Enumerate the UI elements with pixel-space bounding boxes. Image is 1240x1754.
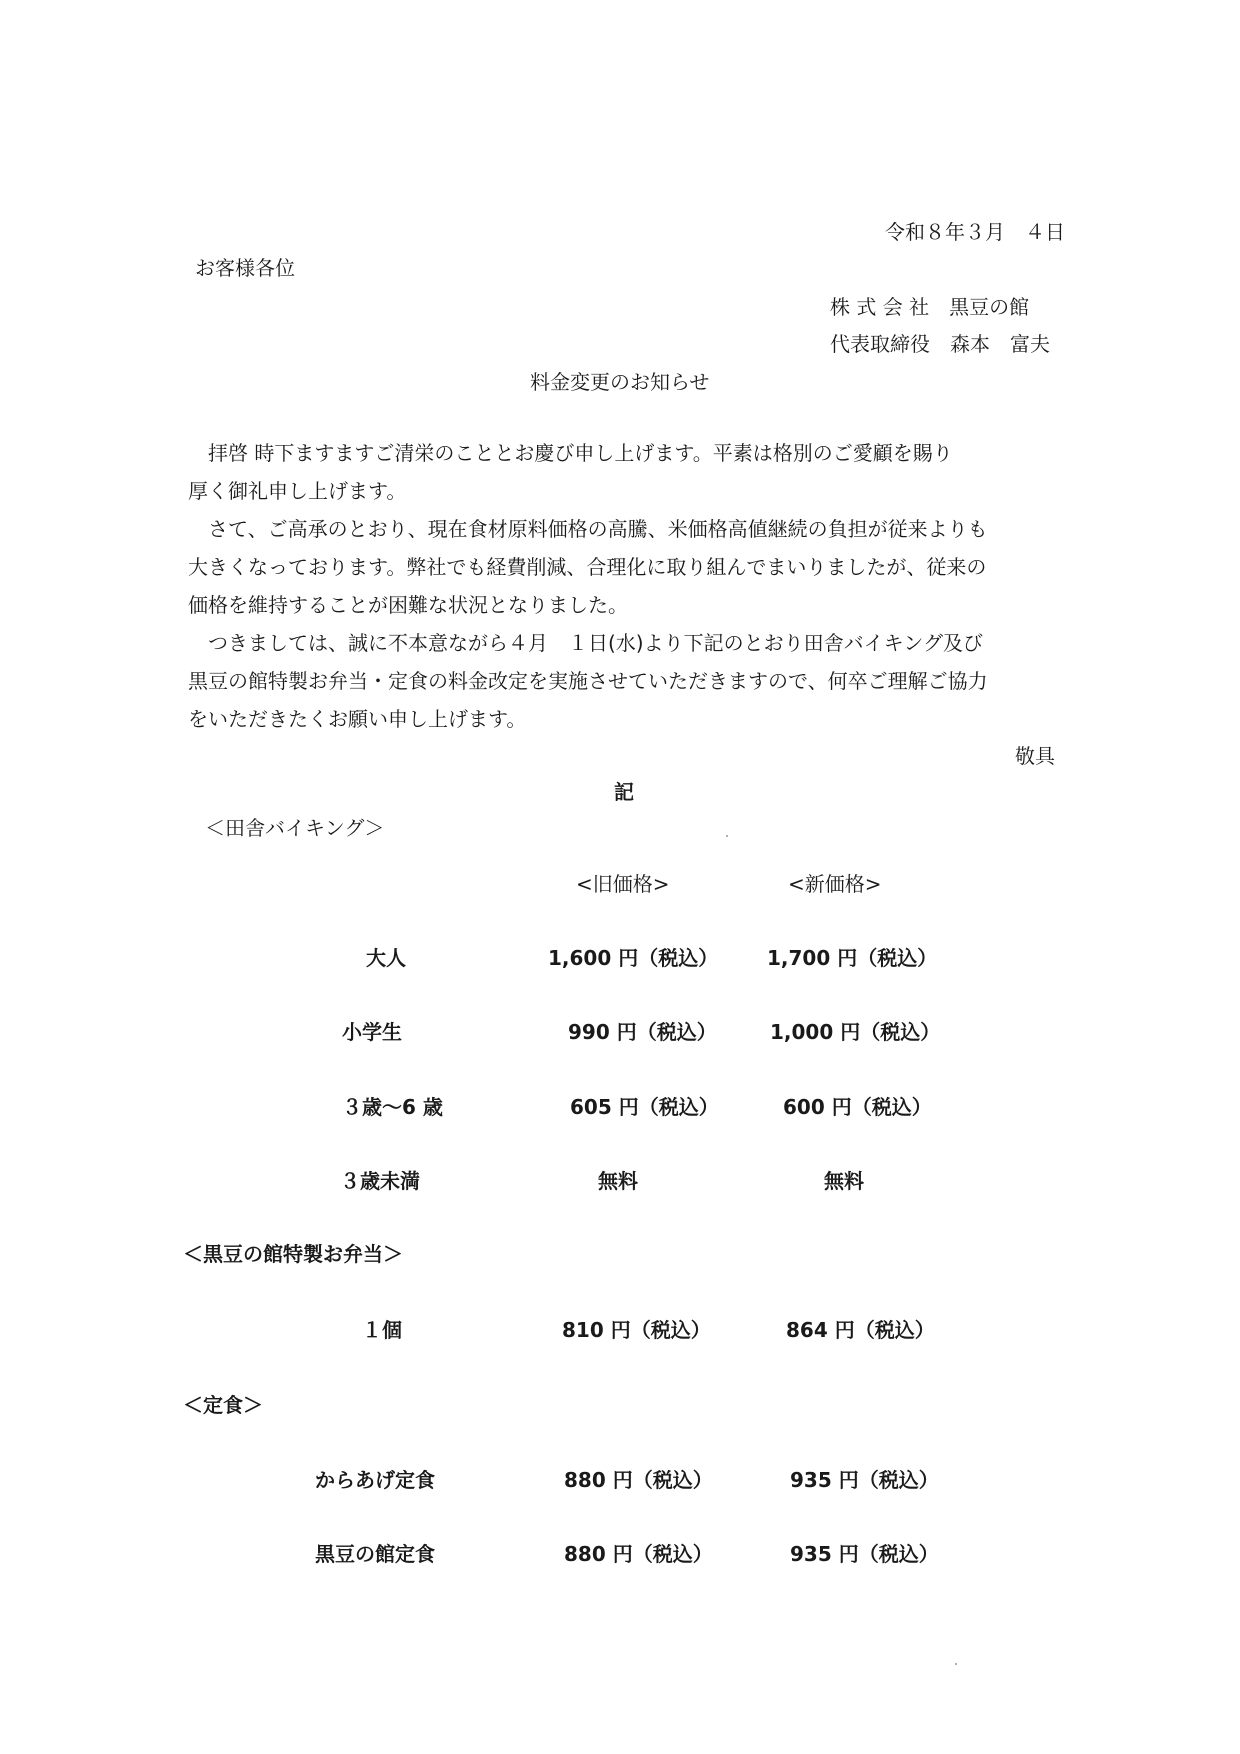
new-price: 1,000 円（税込） [770,1020,941,1044]
section-heading-bento: ＜黒豆の館特製お弁当＞ [183,1242,403,1266]
new-price: 600 円（税込） [783,1095,932,1119]
old-price: 1,600 円（税込） [548,946,719,970]
recipient: お客様各位 [195,256,295,280]
document-date: 令和８年３月 ４日 [885,220,1065,244]
closing-remark: 敬具 [1015,744,1055,768]
new-price: 無料 [824,1169,864,1193]
scan-speck [726,835,728,837]
body-line: つきましては、誠に不本意ながら４月 １日(水)より下記のとおり田舎バイキング及び [188,631,984,655]
old-price: 880 円（税込） [564,1542,713,1566]
body-line: 大きくなっております。弊社でも経費削減、合理化に取り組んでまいりましたが、従来の [188,555,987,579]
row-label: ３歳〜6 歳 [342,1095,443,1119]
old-price: 605 円（税込） [570,1095,719,1119]
record-heading: 記 [614,780,634,804]
column-header-old: <旧価格> [576,872,670,896]
section-heading-teishoku: ＜定食＞ [183,1393,263,1417]
new-price: 864 円（税込） [786,1318,935,1342]
column-header-new: <新価格> [788,872,882,896]
row-label: ３歳未満 [340,1169,420,1193]
body-line: 厚く御礼申し上げます。 [188,479,407,503]
letter-body [188,434,988,738]
body-line: 拝啓 時下ますますご清栄のこととお慶び申し上げます。平素は格別のご愛顧を賜り [188,441,953,465]
company-name: 株 式 会 社 黒豆の館 [830,295,1030,319]
new-price: 935 円（税込） [790,1468,939,1492]
old-price: 無料 [598,1169,638,1193]
body-line: をいただきたくお願い申し上げます。 [188,707,527,731]
old-price: 810 円（税込） [562,1318,711,1342]
row-label: １個 [362,1318,402,1342]
new-price: 1,700 円（税込） [767,946,938,970]
old-price: 880 円（税込） [564,1468,713,1492]
document-title: 料金変更のお知らせ [530,370,710,394]
row-label: からあげ定食 [315,1468,435,1492]
row-label: 大人 [366,946,406,970]
body-line: 黒豆の館特製お弁当・定食の料金改定を実施させていただきますので、何卒ご理解ご協力 [188,669,988,693]
body-line: さて、ご高承のとおり、現在食材原料価格の高騰、米価格高値継続の負担が従来よりも [188,517,988,541]
new-price: 935 円（税込） [790,1542,939,1566]
row-label: 小学生 [342,1020,402,1044]
old-price: 990 円（税込） [568,1020,717,1044]
scan-speck [955,1663,957,1665]
representative: 代表取締役 森本 富夫 [830,332,1050,356]
row-label: 黒豆の館定食 [315,1542,435,1566]
section-heading-buffet: ＜田舎バイキング＞ [205,816,385,840]
body-line: 価格を維持することが困難な状況となりました。 [188,593,628,617]
